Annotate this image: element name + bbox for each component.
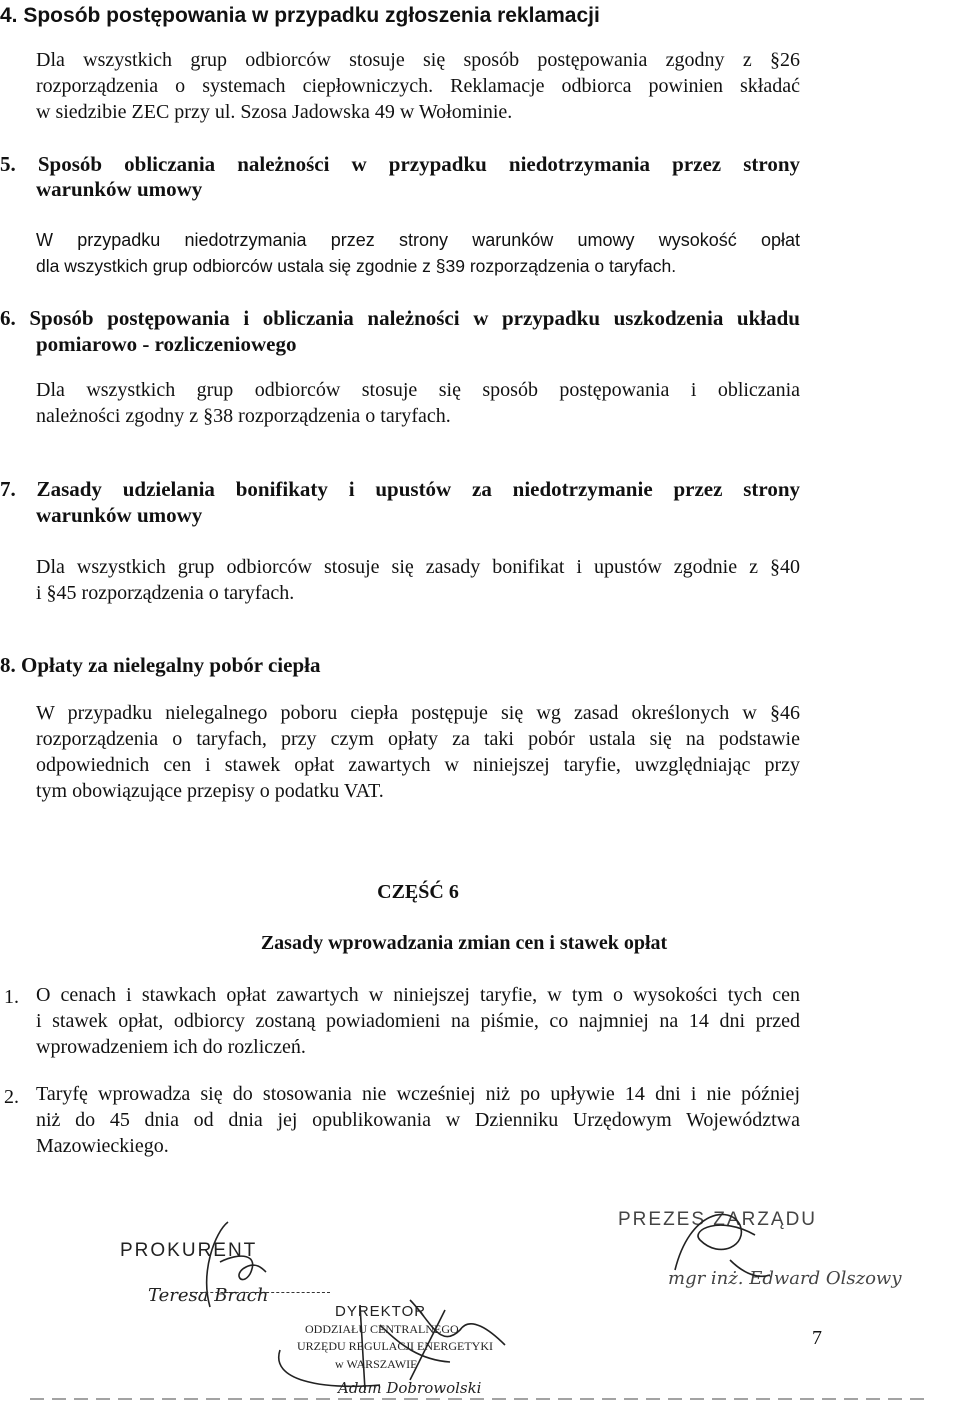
section-6-heading-cont: pomiarowo - rozliczeniowego: [36, 332, 297, 356]
section-4-line-2: rozporządzenia o systemach ciepłowniczych. Reklamacje odbiorca powinien składać: [36, 75, 800, 97]
section-6-heading: 6. Sposób postępowania i obliczania należności w przypadku uszkodzenia układu: [0, 306, 800, 330]
dyrektor-stamp-title: DYREKTOR: [335, 1303, 427, 1320]
section-8-line-1: W przypadku nielegalnego poboru ciepła postępuje się wg zasad określonych w §46: [36, 702, 800, 724]
section-5-heading: 5. Sposób obliczania należności w przypadku niedotrzymania przez strony: [0, 152, 800, 176]
prezes-stamp-title: PREZES ZARZĄDU: [618, 1209, 818, 1230]
dyrektor-stamp-line-3: URZĘDU REGULACJI ENERGETYKI: [297, 1339, 493, 1353]
prezes-stamp-name: mgr inż. Edward Olszowy: [668, 1268, 902, 1289]
dyrektor-signature: [260, 1290, 530, 1400]
dyrektor-stamp-line-4: w WARSZAWIE: [335, 1357, 418, 1371]
part-6-title: CZĘŚĆ 6: [377, 881, 459, 903]
prokurent-stamp-title: PROKURENT: [120, 1240, 258, 1261]
section-7-heading: 7. Zasady udzielania bonifikaty i upustów za niedotrzymanie przez strony: [0, 477, 800, 501]
prokurent-stamp-name: Teresa Brach: [148, 1285, 269, 1306]
part-6-subtitle: Zasady wprowadzania zmian cen i stawek opłat: [260, 932, 668, 954]
item-1-number: 1.: [4, 986, 19, 1008]
item-1-line-3: wprowadzeniem ich do rozliczeń.: [36, 1036, 306, 1058]
section-4-line-3: w siedzibie ZEC przy ul. Szosa Jadowska 49 w Wołominie.: [36, 101, 513, 123]
page-number: 7: [812, 1327, 822, 1349]
section-6-line-1: Dla wszystkich grup odbiorców stosuje się sposób postępowania i obliczania: [36, 379, 800, 401]
section-4-heading: 4. Sposób postępowania w przypadku zgłoszenia reklamacji: [0, 4, 600, 27]
item-1-line-2: i stawek opłat, odbiorcy zostaną powiadomieni na piśmie, co najmniej na 14 dni przed: [36, 1010, 800, 1032]
section-8-line-3: odpowiednich cen i stawek opłat zawartych w niniejszej taryfie, uwzględniając przy: [36, 754, 800, 776]
dyrektor-stamp-name: Adam Dobrowolski: [338, 1379, 482, 1397]
item-2-line-2: niż do 45 dnia od dnia jej opublikowania w Dzienniku Urzędowym Województwa: [36, 1109, 800, 1131]
section-7-line-2: i §45 rozporządzenia o taryfach.: [36, 582, 295, 604]
item-2-number: 2.: [4, 1086, 19, 1108]
dyrektor-stamp-line-2: ODDZIAŁU CENTRALNEGO: [305, 1322, 459, 1336]
item-2-line-1: Taryfę wprowadza się do stosowania nie wcześniej niż po upływie 14 dni i nie później: [36, 1083, 800, 1105]
section-7-heading-cont: warunków umowy: [36, 503, 203, 527]
prezes-signature: [660, 1200, 780, 1290]
section-7-line-1: Dla wszystkich grup odbiorców stosuje się zasady bonifikat i upustów zgodnie z §40: [36, 556, 800, 578]
section-8-heading: 8. Opłaty za nielegalny pobór ciepła: [0, 653, 321, 677]
section-8-line-4: tym obowiązujące przepisy o podatku VAT.: [36, 780, 384, 802]
section-5-heading-cont: warunków umowy: [36, 177, 203, 201]
section-6-line-2: należności zgodny z §38 rozporządzenia o taryfach.: [36, 405, 451, 427]
item-1-line-1: O cenach i stawkach opłat zawartych w niniejszej taryfie, w tym o wysokości tych cen: [36, 984, 800, 1006]
bottom-scan-line: [30, 1398, 930, 1400]
section-8-line-2: rozporządzenia o taryfach, przy czym opłaty za taki pobór ustala się na podstawie: [36, 728, 800, 750]
section-4-line-1: Dla wszystkich grup odbiorców stosuje się sposób postępowania zgodny z §26: [36, 49, 800, 71]
section-5-line-1: W przypadku niedotrzymania przez strony warunków umowy wysokość opłat: [36, 230, 800, 250]
section-5-line-2: dla wszystkich grup odbiorców ustala się zgodnie z §39 rozporządzenia o taryfach.: [36, 256, 677, 276]
item-2-line-3: Mazowieckiego.: [36, 1135, 169, 1157]
